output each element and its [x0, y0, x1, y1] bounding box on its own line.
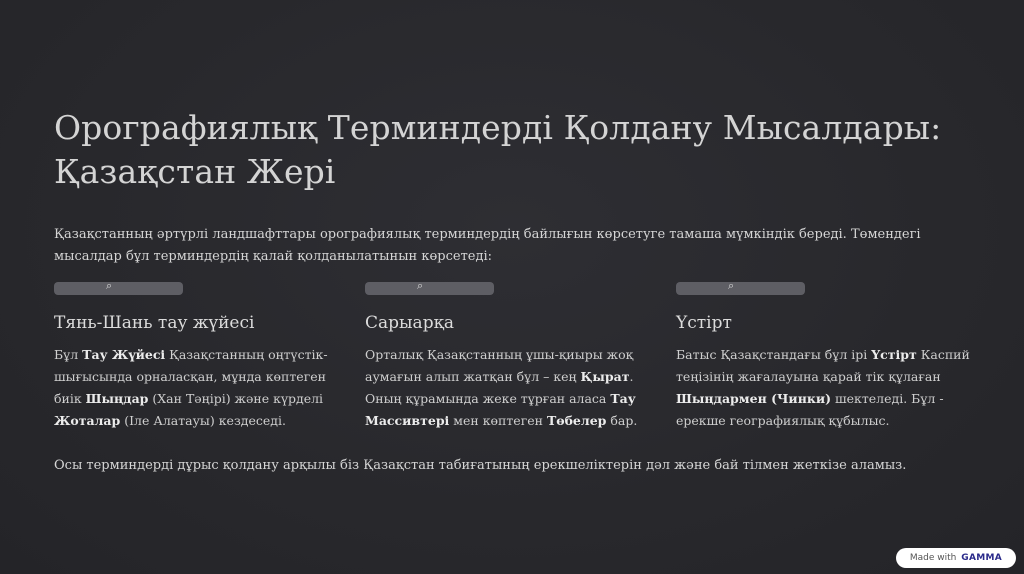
column-heading: Сарыарқа: [365, 313, 455, 333]
title-line-1: Орографиялық Терминдерді Қолдану Мысалдары:: [54, 108, 942, 147]
outro-paragraph: Осы терминдерді дұрыс қолдану арқылы біз Қазақстан табиғатының ерекшеліктерін дәл және бай тілмен жеткізе аламыз.: [54, 458, 907, 473]
image-placeholder: [676, 282, 805, 295]
column-heading: Тянь-Шань тау жүйесі: [54, 313, 255, 333]
bold-term: Шыңдар: [85, 391, 149, 406]
intro-paragraph: Қазақстанның әртүрлі ландшафттары орографиялық терминдердің байлығын көрсетуге тамаша мүмкіндік береді. Төмендегі мысалдар бұл терминдердің қалай қолданылатынын көрсетеді:: [54, 227, 921, 264]
bold-term: Тау Жүйесі: [82, 347, 166, 362]
body-text: Қазақстанның оңтүстік-шығысында орналасқан, мұнда көптеген биік: [54, 347, 328, 406]
column-body: [54, 344, 354, 432]
body-text: шектеледі. Бұл - ерекше географиялық құбылыс.: [676, 391, 944, 428]
body-text: Бұл: [54, 347, 83, 362]
slide-content: [54, 106, 974, 477]
image-search-icon: ⌕: [728, 282, 735, 292]
bold-term: Төбелер: [546, 413, 607, 428]
body-text: мен көптеген: [449, 413, 547, 428]
body-text: бар.: [606, 413, 638, 428]
bold-term: Шыңдармен (Чинки): [676, 391, 832, 406]
body-text: Орталық Қазақстанның ұшы-қиыры жоқ аумағын алып жатқан бұл – кең: [365, 347, 634, 384]
image-search-icon: ⌕: [106, 282, 113, 292]
body-text: . Оның құрамында жеке тұрған аласа: [365, 369, 634, 406]
bold-term: Қырат: [580, 369, 630, 384]
column-saryarka: [365, 282, 665, 432]
bold-term: Үстірт: [871, 347, 917, 362]
column-body: [676, 344, 976, 432]
bold-term: Тау Массивтері: [365, 391, 636, 428]
image-placeholder: [365, 282, 494, 295]
body-text: Каспий теңізінің жағалауына қарай тік құлаған: [676, 347, 970, 384]
body-text: (Хан Тәңірі) және күрделі: [148, 391, 324, 406]
image-placeholder: [54, 282, 183, 295]
body-text: Батыс Қазақстандағы бұл ірі: [676, 347, 872, 362]
column-tien-shan: [54, 282, 354, 432]
column-ustirt: [676, 282, 976, 432]
made-with-gamma-badge[interactable]: [896, 548, 1016, 568]
bold-term: Жоталар: [54, 413, 121, 428]
body-text: (Іле Алатауы) кездеседі.: [120, 413, 286, 428]
badge-prefix: Made with: [909, 553, 957, 563]
page-title: [54, 106, 974, 194]
examples-columns: [54, 282, 974, 442]
column-heading: Үстірт: [676, 313, 732, 333]
column-body: [365, 344, 665, 432]
gamma-logo: GAMMA: [961, 553, 1002, 563]
title-line-2: Қазақстан Жері: [54, 152, 336, 191]
image-search-icon: ⌕: [417, 282, 424, 292]
